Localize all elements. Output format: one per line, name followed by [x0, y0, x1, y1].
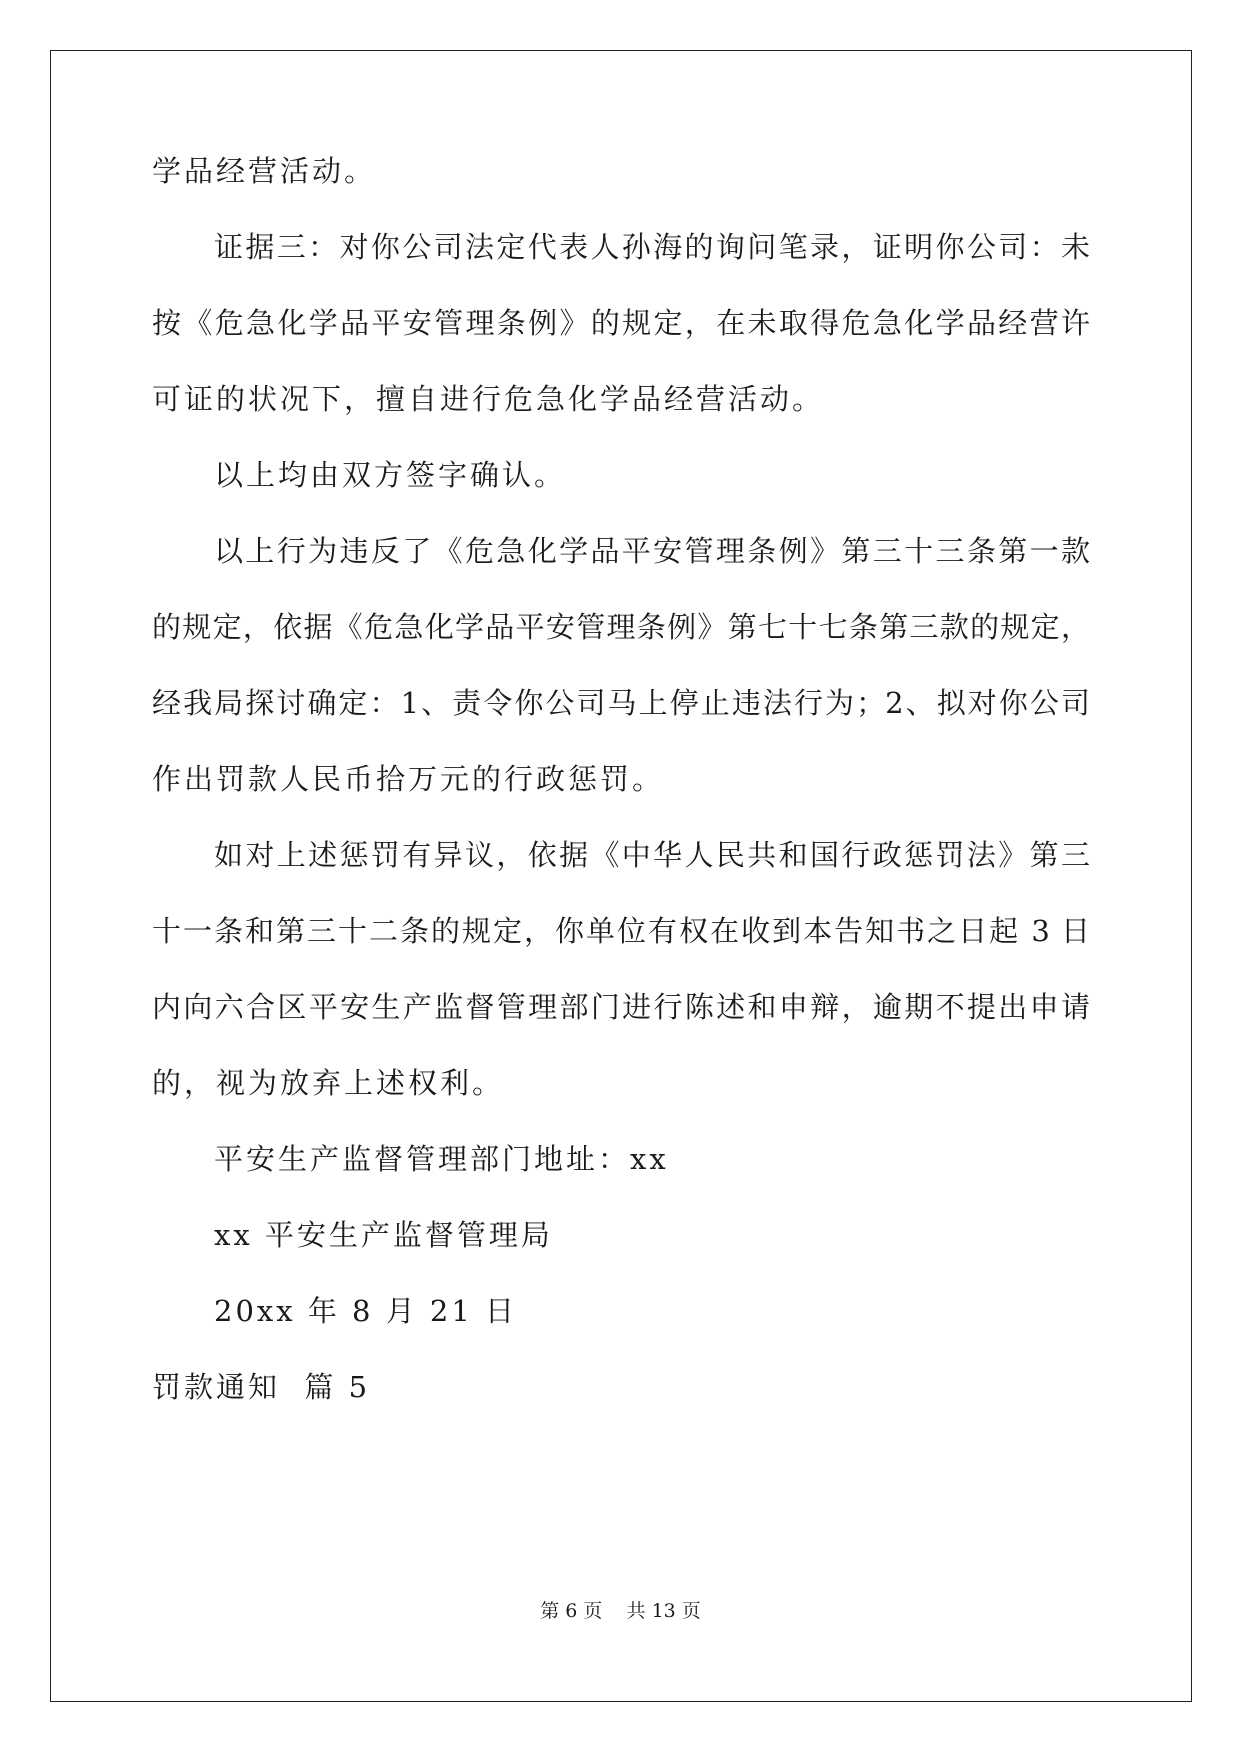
paragraph-line: 内向六合区平安生产监督管理部门进行陈述和申辩，逾期不提出申请 — [152, 990, 1090, 1024]
paragraph-line: 可证的状况下，擅自进行危急化学品经营活动。 — [152, 382, 825, 416]
page-border — [50, 50, 1192, 1702]
address-line: 平安生产监督管理部门地址：xx — [214, 1142, 669, 1176]
section-heading: 罚款通知 篇 5 — [152, 1370, 371, 1404]
date-line: 20xx 年 8 月 21 日 — [214, 1294, 518, 1328]
paragraph-line: 的，视为放弃上述权利。 — [152, 1066, 505, 1100]
paragraph-line: 的规定，依据《危急化学品平安管理条例》第七十七条第三款的规定， — [152, 610, 1090, 644]
paragraph-line: 学品经营活动。 — [152, 154, 377, 188]
page-number: 第 6 页 共 13 页 — [540, 1600, 701, 1622]
paragraph-line: 如对上述惩罚有异议，依据《中华人民共和国行政惩罚法》第三 — [214, 838, 1090, 872]
paragraph-line: 十一条和第三十二条的规定，你单位有权在收到本告知书之日起 3 日 — [152, 914, 1090, 948]
paragraph-line: 证据三：对你公司法定代表人孙海的询问笔录，证明你公司：未 — [214, 230, 1090, 264]
paragraph-line: 以上行为违反了《危急化学品平安管理条例》第三十三条第一款 — [214, 534, 1090, 568]
issuer-line: xx 平安生产监督管理局 — [214, 1218, 553, 1252]
paragraph-line: 以上均由双方签字确认。 — [214, 458, 567, 492]
paragraph-line: 经我局探讨确定：1、责令你公司马上停止违法行为；2、拟对你公司 — [152, 686, 1090, 720]
paragraph-line: 按《危急化学品平安管理条例》的规定，在未取得危急化学品经营许 — [152, 306, 1090, 340]
paragraph-line: 作出罚款人民币拾万元的行政惩罚。 — [152, 762, 665, 796]
